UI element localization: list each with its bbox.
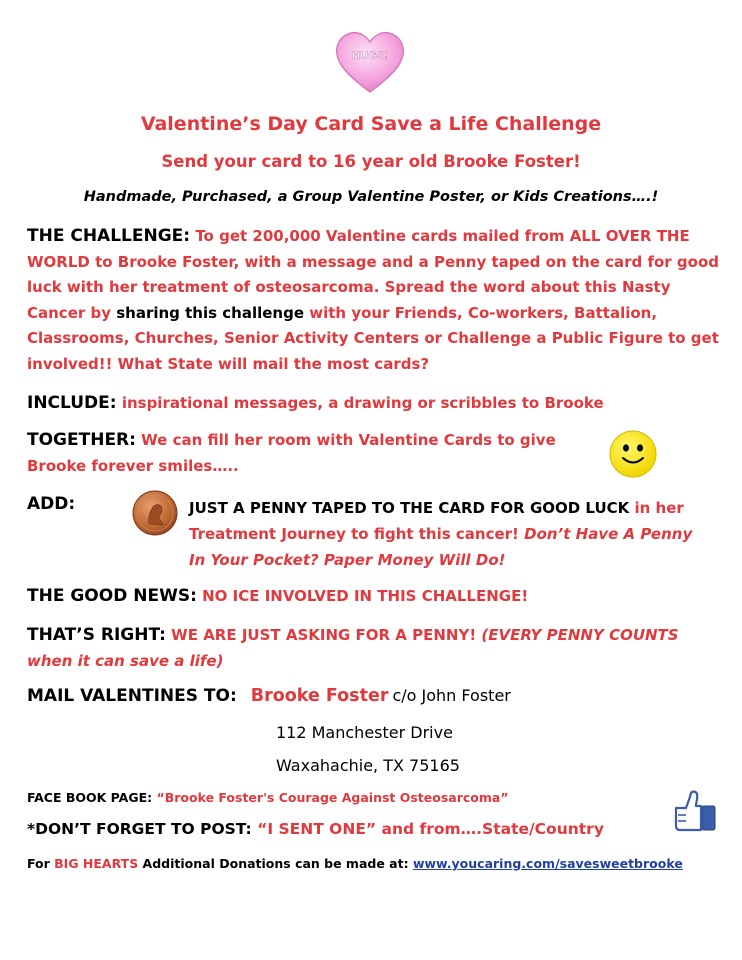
thats-right-text: WE ARE JUST ASKING FOR A PENNY!: [165, 626, 482, 644]
good-news-paragraph: [27, 584, 719, 610]
challenge-paragraph: [27, 224, 719, 377]
include-text: inspirational messages, a drawing or scribbles to Brooke: [116, 394, 604, 412]
mail-recipient-name: Brooke Foster: [250, 686, 389, 706]
big-hearts: BIG HEARTS: [54, 856, 139, 871]
good-news-text: NO ICE INVOLVED IN THIS CHALLENGE!: [196, 587, 529, 605]
add-paragraph: [189, 495, 699, 573]
donation-line: [27, 856, 683, 871]
mail-care-of: c/o John Foster: [392, 686, 511, 705]
add-label: ADD:: [27, 494, 76, 514]
address-line-1: 112 Manchester Drive: [276, 723, 453, 742]
hugs-heart-icon: [333, 28, 407, 96]
good-news-label: THE GOOD NEWS:: [27, 586, 197, 606]
add-italic: Don’t Have A Penny In Your Pocket? Paper Money Will Do!: [189, 525, 693, 569]
include-label: INCLUDE:: [27, 393, 117, 413]
challenge-label: THE CHALLENGE:: [27, 226, 191, 246]
card-formats: Handmade, Purchased, a Group Valentine Poster, or Kids Creations….!: [83, 189, 659, 205]
address-line-2: Waxahachie, TX 75165: [276, 756, 460, 775]
add-text: in her Treatment Journey to fight this cancer!: [189, 499, 684, 543]
page-title: Valentine’s Day Card Save a Life Challenge: [140, 113, 602, 135]
challenge-emphasis: sharing this challenge: [116, 303, 305, 322]
facebook-page-name: “Brooke Foster's Courage Against Osteosarcoma”: [152, 790, 509, 805]
dont-forget-line: [27, 820, 604, 838]
subtitle: Send your card to 16 year old Brooke Foster!: [161, 152, 581, 171]
thats-right-italic: (EVERY PENNY COUNTS when it can save a life): [27, 626, 679, 670]
include-paragraph: [27, 391, 719, 417]
donation-text-1: For: [27, 856, 55, 871]
thumbs-up-icon: [672, 790, 718, 832]
add-emphasis: JUST A PENNY TAPED TO THE CARD FOR GOOD LUCK: [189, 499, 630, 517]
together-label: TOGETHER:: [27, 430, 136, 450]
donation-link[interactable]: www.youcaring.com/savesweetbrooke: [412, 856, 683, 871]
facebook-page-line: [27, 790, 509, 805]
together-paragraph: [27, 428, 587, 479]
dont-forget-text: “I SENT ONE” and from….State/Country: [251, 820, 604, 838]
heart-text: HUGS!: [352, 50, 388, 62]
donation-text-2: Additional Donations can be made at:: [138, 856, 413, 871]
mail-line: [27, 686, 511, 706]
challenge-text-1: To get 200,000 Valentine cards mailed from ALL OVER THE WORLD to Brooke Foster, with a message and a Penny taped on the card for good luck with her treatment of osteosarcoma. Spread the word about this Nasty Cancer by: [27, 227, 719, 322]
together-text: We can fill her room with Valentine Cards to give Brooke forever smiles…..: [27, 431, 556, 475]
dont-forget-label: *DON’T FORGET TO POST:: [27, 820, 252, 838]
challenge-text-2: with your Friends, Co-workers, Battalion, Classrooms, Churches, Senior Activity Centers or Challenge a Public Figure to get involved!! What State will mail the most cards?: [27, 303, 719, 373]
mail-label: MAIL VALENTINES TO:: [27, 686, 237, 706]
facebook-label: FACE BOOK PAGE:: [27, 790, 153, 805]
smiley-icon: [608, 429, 658, 479]
thats-right-paragraph: [27, 623, 719, 674]
thats-right-label: THAT’S RIGHT:: [27, 625, 166, 645]
penny-icon: [132, 490, 178, 536]
